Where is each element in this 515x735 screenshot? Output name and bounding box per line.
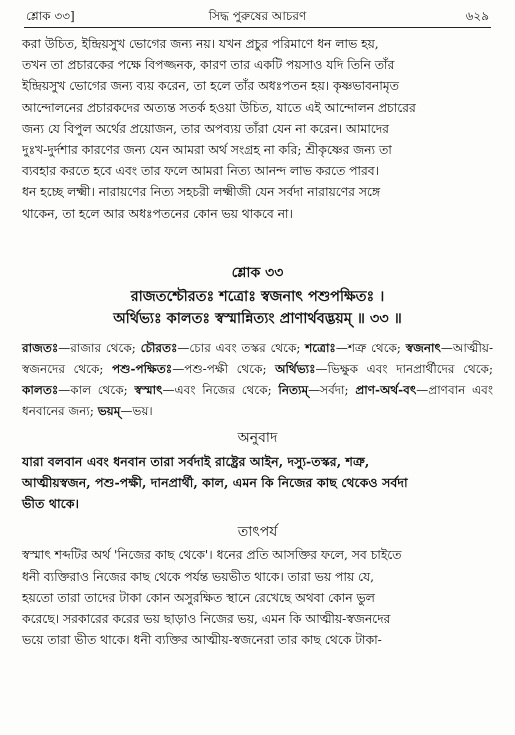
text-line: দুঃখ-দুর্দশার কারণের জন্য যেন আমরা অর্থ সংগ্রহ না করি; শ্রীকৃষ্ণের জন্য তা	[22, 143, 392, 158]
gloss-meaning: —ভয়।	[120, 404, 153, 419]
translation-line: যারা বলবান এবং ধনবান তারা সর্বদাই রাষ্ট্রের আইন, দস্যু-তস্কর, শত্রু,	[22, 454, 370, 470]
gloss-word: রাজতঃ	[22, 341, 59, 356]
gloss-word: কালতঃ	[22, 383, 59, 398]
purport-line: হয়তো তারা তাদের টাকা কোন অসুরক্ষিত স্থানে রেখেছে অথবা কোন ভুল	[22, 590, 375, 605]
word-meanings	[22, 338, 493, 422]
gloss-meaning: —কাল থেকে;	[58, 383, 135, 398]
verse-heading: শ্লোক ৩৩	[231, 264, 284, 281]
gloss-meaning: —ভিক্ষুক এবং দানপ্রার্থীদের থেকে;	[315, 362, 493, 377]
page-body	[22, 34, 493, 651]
purport-line: করেছে। সরকারের করের ভয় ছাড়াও নিজের ভয়, এমন কি আত্মীয়-স্বজনদের	[22, 612, 391, 627]
gloss-word: চৌরতঃ	[140, 341, 178, 356]
running-header	[24, 8, 491, 26]
intro-paragraph	[22, 34, 493, 225]
gloss-meaning: —আত্মীয়-স্বজনদের থেকে;	[22, 341, 494, 377]
text-line: থাকেন, তা হলে আর অধঃপতনের কোন ভয় থাকবে না।	[22, 206, 293, 221]
gloss-meaning: —সর্বদা;	[308, 383, 356, 398]
gloss-meaning: —এবং নিজের থেকে;	[162, 383, 279, 398]
gloss-word: শত্রোঃ	[305, 341, 336, 356]
verse-line: রাজতশ্চৌরতঃ শত্রোঃ স্বজনাৎ পশুপক্ষিতঃ ।	[130, 288, 385, 306]
gloss-meaning: —প্রাণবান এবং ধনবানের জন্য;	[22, 383, 493, 419]
purport-line: ভয়ে তারা ভীত থাকে। ধনী ব্যক্তির আত্মীয়-স্বজনেরা তার কাছ থেকে টাকা-	[22, 633, 382, 648]
purport-paragraph	[22, 545, 493, 651]
text-line: তখন তা প্রচারকের পক্ষে বিপজ্জনক, কারণ তার একটি পয়সাও যদি তিনি তাঁর	[22, 58, 395, 73]
gloss-word: স্বস্মাৎ	[134, 383, 163, 398]
gloss-meaning: —চোর এবং তস্কর থেকে;	[177, 341, 306, 356]
verse-block	[22, 286, 493, 330]
text-line: করা উচিত, ইন্দ্রিয়সুখ ভোগের জন্য নয়। যখন প্রচুর পরিমাণে ধন লাভ হয়,	[22, 37, 379, 51]
gloss-word: নিত্যম্	[278, 383, 309, 398]
gloss-word: প্রাণ-অর্থ-বৎ	[355, 383, 417, 398]
header-verse-ref: শ্লোক ৩৩]	[26, 9, 75, 23]
gloss-word: অর্থিভ্যঃ	[275, 362, 316, 377]
translation-line: আত্মীয়স্বজন, পশু-পক্ষী, দানপ্রার্থী, কাল, এমন কি নিজের কাছ থেকেও সর্বদা	[22, 475, 408, 491]
translation-paragraph	[22, 451, 493, 514]
text-line: জন্য যে বিপুল অর্থের প্রয়োজন, তার অপব্যয় তাঁরা যেন না করেন। আমাদের	[22, 121, 389, 136]
gloss-meaning: —পশু-পক্ষী থেকে;	[172, 362, 276, 377]
header-chapter-title: সিদ্ধ পুরুষের আচরণ	[208, 9, 307, 23]
purport-line: স্বস্মাৎ শব্দটির অর্থ 'নিজের কাছ থেকে'। ধনের প্রতি আসক্তির ফলে, সব চাইতে	[22, 548, 402, 563]
gloss-word: স্বজনাৎ	[405, 341, 441, 356]
gloss-word: পশু-পক্ষিতঃ	[112, 362, 173, 377]
page-number: ৬২৯	[465, 9, 489, 23]
translation-line: ভীত থাকে।	[22, 496, 80, 512]
text-line: ধন হচ্ছে লক্ষ্মী। নারায়ণের নিত্য সহচরী লক্ষ্মীজী যেন সর্বদা নারায়ণের সঙ্গে	[22, 185, 381, 200]
text-line: ব্যবহার করতে হবে এবং তার ফলে আমরা নিত্য আনন্দ লাভ করতে পারব।	[22, 164, 380, 179]
gloss-word: ভয়ম্	[97, 404, 121, 419]
translation-heading: অনুবাদ	[237, 430, 278, 447]
purport-line: ধনী ব্যক্তিরাও নিজের কাছ থেকে পর্যন্ত ভয়ভীত থাকে। তারা ভয় পায় যে,	[22, 569, 375, 584]
purport-heading: তাৎপর্য	[237, 524, 278, 541]
gloss-meaning: —রাজার থেকে;	[58, 341, 141, 356]
gloss-meaning: —শত্রু থেকে;	[335, 341, 406, 356]
text-line: ইন্দ্রিয়সুখ ভোগের জন্য ব্যয় করেন, তা হলে তাঁর অধঃপতন হয়। কৃষ্ণভাবনামৃত	[22, 79, 399, 94]
header-rule	[24, 27, 491, 28]
verse-line: অর্থিভ্যঃ কালতঃ স্বস্মান্নিত্যং প্রাণার্থবদ্ভয়ম্ ॥ ৩৩ ॥	[113, 310, 402, 328]
text-line: আন্দোলনের প্রচারকদের অত্যন্ত সতর্ক হওয়া উচিত, যাতে এই আন্দোলন প্রচারের	[22, 100, 416, 115]
